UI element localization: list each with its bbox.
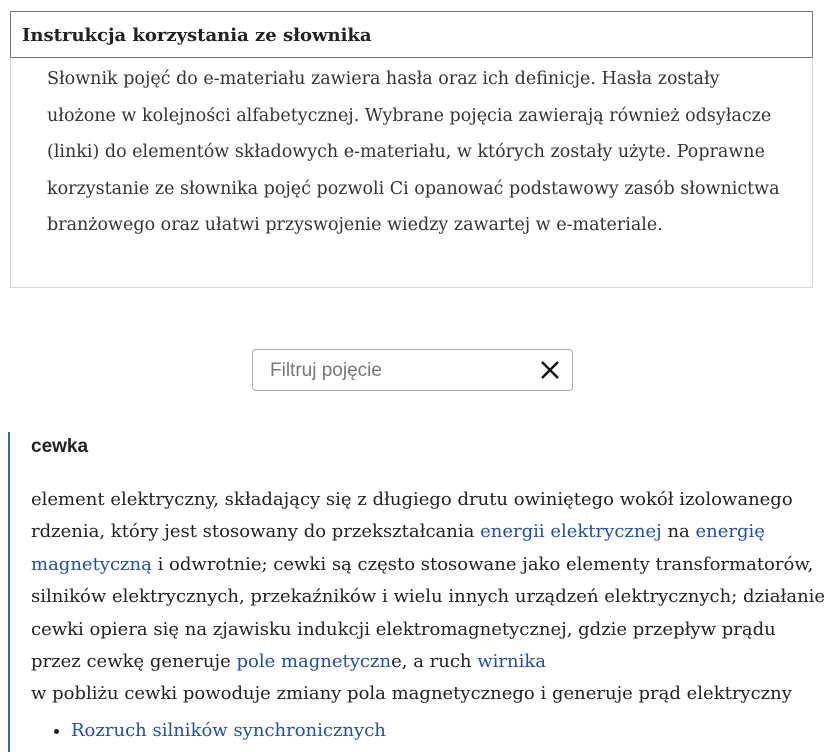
instructions-text: Słownik pojęć do e-materiału zawiera hasła oraz ich definicje. Hasła zostały ułożone w kolejności alfabetycznej. Wybrane pojęcia zawierają również odsyłacze (linki) do elementów składowych e-materiału, w których zostały użyte. Poprawne korzystanie ze słownika pojęć pozwoli Ci opanować podstawowy zasób słownictwa branżowego oraz ułatwi przyswojenie wiedzy zawartej w e-materiale. <box>47 69 780 235</box>
link-wirnik[interactable]: wirnika <box>477 651 547 673</box>
related-link[interactable]: Rozruch silników synchronicznych <box>71 719 386 741</box>
def-text: i odwrotnie; cewki są często stosowane jako elementy transformatorów, silników elektrycznych, przekaźników i wielu innych urządzeń elektrycznych; działanie cewki opiera się na zjawisku indukcji elektromagnetycznej, gdzie przepływ prądu przez cewkę generuje <box>31 553 826 673</box>
instructions-title: Instrukcja korzystania ze słownika <box>10 11 813 58</box>
link-energia-elektryczna[interactable]: energii elektrycznej <box>480 521 662 543</box>
filter-input[interactable] <box>268 350 532 392</box>
entry-term: cewka <box>31 436 89 457</box>
link-energia-magnetyczna[interactable]: energię magnetyczną <box>31 521 765 575</box>
entry-definition <box>31 484 828 747</box>
close-icon[interactable] <box>538 358 562 382</box>
def-text: element elektryczny, składający się z długiego drutu owiniętego wokół izolowanego rdzenia, który jest stosowany do przekształcania <box>31 489 793 543</box>
link-pole-magnetyczne[interactable]: pole magnetyczn <box>236 651 392 673</box>
glossary-entry <box>8 432 828 752</box>
filter-field <box>252 349 573 391</box>
related-links <box>31 715 828 747</box>
def-text: na <box>661 521 696 543</box>
def-text: w pobliżu cewki powoduje zmiany pola magnetycznego i generuje prąd elektryczny <box>31 683 792 705</box>
def-text: e, a ruch <box>391 651 478 673</box>
list-item <box>71 715 828 747</box>
instructions-panel <box>10 11 813 288</box>
